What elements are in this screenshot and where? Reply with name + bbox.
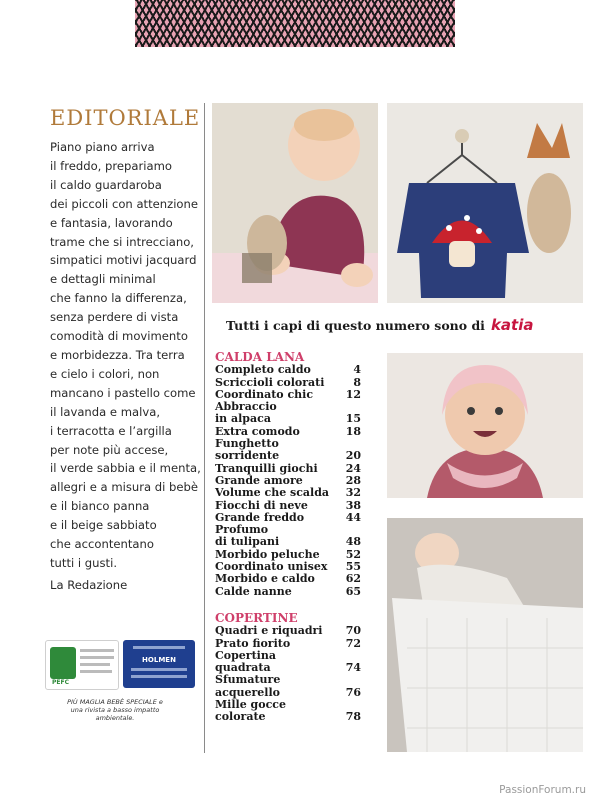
toc-entry[interactable] (215, 401, 361, 426)
editorial-line: il lavanda e malva, (50, 404, 161, 419)
toc-entry-title: Sfumature acquerello (215, 673, 281, 699)
toc-entry-title: Prato fiorito (215, 636, 291, 650)
toc-entry-title: Grande amore (215, 473, 303, 487)
watermark: PassionForum.ru (499, 784, 586, 796)
photo-baby-crawling (212, 103, 378, 303)
baby-blanket-illustration (387, 518, 583, 752)
toc-entry-title: Mille gocce colorate (215, 698, 286, 724)
toc-entry[interactable] (215, 650, 361, 675)
editorial-line: per note più accese, (50, 442, 169, 457)
toc-entry[interactable] (215, 524, 361, 549)
editorial-line: che fanno la differenza, (50, 291, 187, 306)
toc-entry-page: 76 (345, 685, 361, 699)
toc-entry-title: Quadri e riquadri (215, 624, 323, 638)
toc-entry-page: 72 (345, 636, 361, 650)
baby-crawling-illustration (212, 103, 378, 303)
editorial-line: simpatici motivi jacquard (50, 253, 197, 268)
toc-entry-title: Volume che scalda (215, 486, 330, 500)
pefc-icon (50, 647, 76, 679)
editorial-signature: La Redazione (50, 578, 128, 592)
toc-entry[interactable] (215, 500, 361, 512)
toc-section-copertine (215, 612, 361, 724)
katia-logo: katia (490, 316, 534, 334)
pefc-logo-text: PEFC (52, 679, 69, 686)
holmen-badge (123, 640, 195, 688)
toc-section-title: CALDA LANA (215, 350, 305, 364)
toc-list (215, 364, 361, 598)
editorial-line: mancano i pastello come (50, 385, 196, 400)
editorial-body (50, 138, 210, 573)
brand-caption-text: Tutti i capi di questo numero sono di (226, 318, 485, 333)
toc-list (215, 625, 361, 723)
toc-entry[interactable] (215, 487, 361, 499)
editorial-line: e morbidezza. Tra terra (50, 347, 185, 362)
editorial-line: Piano piano arriva (50, 140, 155, 154)
editorial-line: tutti i gusti. (50, 555, 117, 570)
toc-entry-page: 32 (345, 486, 361, 500)
toc-entry-title: Funghetto sorridente (215, 437, 280, 463)
toc-entry-page: 38 (345, 498, 361, 512)
toc-entry-title: Scriccioli colorati (215, 375, 325, 389)
toc-entry[interactable] (215, 586, 361, 598)
toc-entry-page: 44 (345, 510, 361, 524)
editorial-line: allegri e a misura di bebè (50, 480, 199, 495)
toc-entry[interactable] (215, 699, 361, 724)
editorial-line: i terracotta e l’argilla (50, 423, 172, 438)
mushroom-sweater-illustration (387, 103, 583, 303)
editorial-line: comodità di movimento (50, 329, 188, 344)
toc-entry-title: Fiocchi di neve (215, 498, 308, 512)
toc-entry-page: 12 (345, 387, 361, 401)
toc-entry[interactable] (215, 364, 361, 376)
toc-entry-title: Profumo di tulipani (215, 523, 280, 549)
editorial-title: EDITORIALE (50, 106, 201, 130)
photo-mushroom-sweater (387, 103, 583, 303)
holmen-logo-text: HOLMEN (142, 656, 176, 664)
toc-entry-title: Coordinato unisex (215, 560, 328, 574)
toc-entry-title: Coordinato chic (215, 387, 314, 401)
editorial-line: trame che si intrecciano, (50, 234, 194, 249)
toc-entry-page: 55 (345, 560, 361, 574)
toc-entry[interactable] (215, 674, 361, 699)
toc-entry-title: Copertina quadrata (215, 648, 276, 675)
toc-entry-page: 24 (345, 461, 361, 475)
toc-entry-title: Grande freddo (215, 510, 305, 524)
editorial-line: dei piccoli con attenzione (50, 196, 199, 211)
toc-entry-title: Completo caldo (215, 363, 311, 377)
toc-entry-page: 65 (345, 584, 361, 598)
toc-entry-page: 52 (345, 547, 361, 561)
toc-entry-title: Calde nanne (215, 584, 292, 598)
pefc-badge (45, 640, 119, 690)
editorial-line: e cielo i colori, non (50, 366, 160, 381)
toc-entry[interactable] (215, 573, 361, 585)
toc-entry-title: Morbido e caldo (215, 572, 315, 586)
photo-baby-blanket (387, 518, 583, 752)
badges-caption: PIÙ MAGLIA BEBÈ SPECIALE e una rivista a basso impatto ambientale. (67, 698, 163, 722)
toc-entry[interactable] (215, 438, 361, 463)
toc-entry-title: Extra comodo (215, 424, 300, 438)
editorial-line: e fantasia, lavorando (50, 215, 173, 230)
editorial-line: il freddo, prepariamo (50, 158, 172, 173)
toc-entry-title: Tranquilli giochi (215, 461, 318, 475)
brand-caption (226, 316, 533, 334)
toc-entry-page: 78 (345, 710, 361, 724)
editorial-line: e dettagli minimal (50, 272, 156, 287)
toc-entry-page: 15 (345, 412, 361, 426)
editorial-line: senza perdere di vista (50, 310, 179, 325)
toc-entry-page: 28 (345, 473, 361, 487)
toc-entry-title: Abbraccio in alpaca (215, 400, 277, 426)
header-knit-band (135, 0, 455, 47)
editorial-line: che accontentano (50, 537, 154, 552)
toc-entry-page: 20 (345, 449, 361, 463)
toc-entry-page: 62 (345, 572, 361, 586)
toc-entry-page: 18 (345, 424, 361, 438)
editorial-line: e il bianco panna (50, 499, 150, 514)
toc-section-title: COPERTINE (215, 611, 298, 625)
editorial-line: e il beige sabbiato (50, 518, 157, 533)
editorial-line: il verde sabbia e il menta, (50, 461, 201, 476)
toc-entry-page: 4 (353, 363, 361, 377)
baby-bonnet-illustration (387, 353, 583, 498)
toc-entry-page: 74 (345, 661, 361, 675)
toc-entry-title: Morbido peluche (215, 547, 320, 561)
toc-entry-page: 8 (353, 375, 361, 389)
toc-entry-page: 70 (345, 624, 361, 638)
toc-section-calda-lana (215, 351, 361, 598)
column-divider (204, 103, 205, 753)
editorial-line: il caldo guardaroba (50, 177, 162, 192)
toc-entry-page: 48 (345, 535, 361, 549)
toc-entry[interactable] (215, 625, 361, 637)
photo-baby-bonnet (387, 353, 583, 498)
